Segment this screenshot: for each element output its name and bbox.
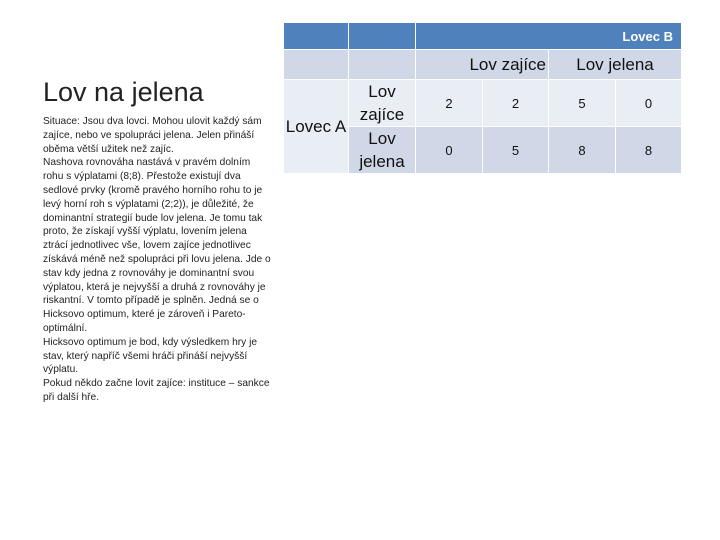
row-strategy-hare: Lov zajíce bbox=[349, 80, 416, 127]
empty-cell bbox=[284, 50, 349, 80]
empty-header-cell bbox=[284, 23, 349, 50]
col-strategy-hare: Lov zajíce bbox=[416, 50, 549, 80]
empty-cell bbox=[349, 50, 416, 80]
hicks-optimum-paragraph: Hicksovo optimum je bod, kdy výsledkem hry je stav, který napříč všemi hráči přináší nejvyšší výplatu. bbox=[43, 336, 258, 376]
payoff-cell: 5 bbox=[483, 127, 549, 174]
player-a-label: Lovec A bbox=[284, 80, 349, 174]
row-strategy-deer: Lov jelena bbox=[349, 127, 416, 174]
nash-equilibrium-paragraph: Nashova rovnováha nastává v pravém dolním rohu s výplatami (8;8). Přestože existují dva sedlové prvky (kromě pravého horního rohu to je levý horní roh s výplatami (2;2)), je důležité, že dominantní strategií bude lov jelena. Je tomu tak proto, že získají vyšší výplatu, lovením jelena ztrácí jednotlivec vše, lovem zajíce jednotlivec získává méně než spolupráci při lovu jelena. Jde o stav kdy jedna z rovnováhy je dominantní svou výplatou, která je nejvyšší a druhá z rovnováhy je riskantní. V tomto případě je splněn. Jedná se o Hicksovo optimum, které je zároveň i Pareto-optimální. bbox=[43, 157, 271, 334]
slide-title: Lov na jelena bbox=[43, 77, 204, 107]
payoff-cell: 0 bbox=[416, 127, 483, 174]
payoff-cell: 8 bbox=[616, 127, 682, 174]
payoff-cell: 8 bbox=[549, 127, 616, 174]
table-row bbox=[284, 80, 682, 127]
table-header-row bbox=[284, 23, 682, 50]
payoff-cell: 0 bbox=[616, 80, 682, 127]
payoff-matrix-table bbox=[283, 22, 682, 174]
col-strategy-deer: Lov jelena bbox=[549, 50, 682, 80]
payoff-cell: 2 bbox=[483, 80, 549, 127]
payoff-cell: 2 bbox=[416, 80, 483, 127]
slide-body-text bbox=[43, 115, 271, 405]
sanction-paragraph: Pokud někdo začne lovit zajíce: instituce – sankce při další hře. bbox=[43, 378, 270, 403]
payoff-cell: 5 bbox=[549, 80, 616, 127]
strategy-header-row bbox=[284, 50, 682, 80]
player-b-label: Lovec B bbox=[416, 23, 682, 50]
empty-header-cell bbox=[349, 23, 416, 50]
situation-paragraph: Situace: Jsou dva lovci. Mohou ulovit každý sám zajíce, nebo ve spolupráci jelena. Jelen přináší oběma větší užitek než zajíc. bbox=[43, 116, 262, 155]
